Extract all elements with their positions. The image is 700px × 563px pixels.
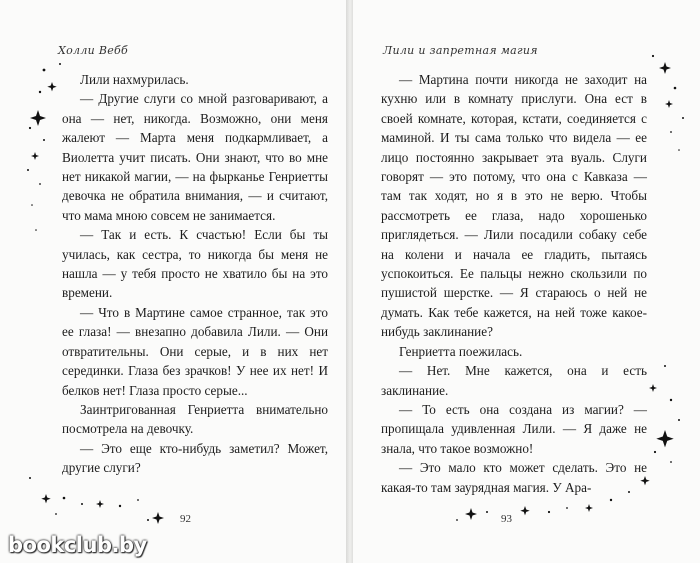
right-page-text xyxy=(381,70,647,497)
left-page-number: 92 xyxy=(180,513,191,525)
left-running-head: Холли Вебб xyxy=(58,44,129,57)
paragraph: Заинтригованная Генриетта внимательно посмотрела на девочку. xyxy=(62,401,328,437)
right-page-number: 93 xyxy=(501,513,512,525)
paragraph: — Что в Мартине самое странное, так это ее глаза! — внезапно добавила Лили. — Они отвратительны. Они серые, и в них нет серединки. Глаза без зрачков! У нее их нет! И белков нет! Глаза просто серые... xyxy=(62,304,328,398)
right-page xyxy=(353,0,700,563)
left-page-text xyxy=(62,70,328,478)
paragraph: — То есть она создана из магии? — пропищала удивленная Лили. — Я даже не знала, что такое возможно! xyxy=(381,401,647,456)
paragraph: — Это мало кто может сделать. Это не какая-то там заурядная магия. У Ара- xyxy=(381,460,647,495)
paragraph: — Нет. Мне кажется, она и есть заклинание. xyxy=(381,363,647,398)
left-page xyxy=(0,0,347,563)
paragraph: Лили нахмурилась. xyxy=(80,72,189,87)
paragraph: — Другие слуги со мной разговаривают, а она — нет, никогда. Возможно, они меня жалеют — Марта меня подкармливает, а Виолетта учит писать. Они знают, что во мне нет никакой магии, — на фырканье Генриетты девочка не обратила внимания, — и считают, что мама мною совсем не занимается. xyxy=(62,91,328,223)
paragraph: Генриетта поежилась. xyxy=(399,343,523,359)
right-running-head: Лили и запретная магия xyxy=(383,44,538,57)
bookclub-watermark: bookclub.by xyxy=(8,533,147,557)
paragraph: — Мартина почти никогда не заходит на кухню или в комнату прислуги. Она ест в своей комнате, которая, кстати, соединяется с маминой. И ты сама только что видела — ее лицо постоянно закрывает эта вуаль. Слуги говорят — это потому, что она с Кавказа — там так ходят, но я в это не верю. Чтобы рассмотреть ее глаза, надо хорошенько приглядеться. — Лили посадили собаку себе на колени и начала ее гладить, пытаясь успокоиться. Ее пальцы нежно скользили по пушистой шерстке. — Я стараюсь о ней не думать. Как тебе кажется, на ней тоже какое-нибудь заклинание? xyxy=(381,72,647,340)
paragraph: — Это еще кто-нибудь заметил? Может, другие слуги? xyxy=(62,440,328,476)
paragraph: — Так и есть. К счастью! Если бы ты училась, как сестра, то никогда бы меня не нашла — у тебя просто не хватило бы на это времени. xyxy=(62,227,328,301)
